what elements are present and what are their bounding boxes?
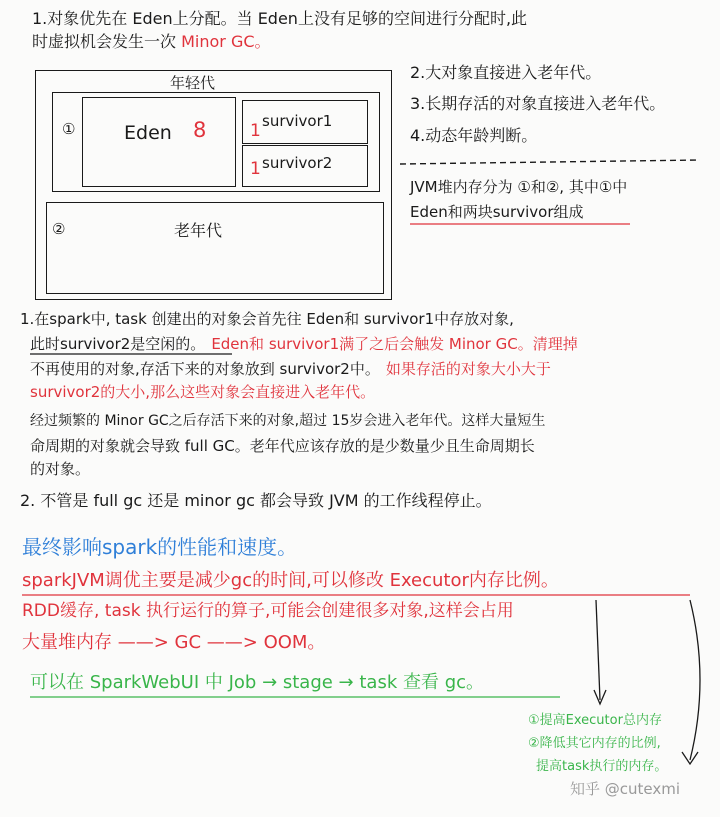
right-summary-2: Eden和两块survivor组成 <box>410 203 584 221</box>
green-note-3: 提高task执行的内存。 <box>536 759 668 774</box>
red-block-line-2: RDD缓存, task 执行运行的算子,可能会创建很多对象,这样会占用 <box>22 601 514 621</box>
young-gen-label: 年轻代 <box>170 74 216 92</box>
section1-line-2-black: 此时survivor2是空闲的。 <box>30 335 206 353</box>
survivor1-ratio: 1 <box>250 121 261 141</box>
green-webui-line: 可以在 SparkWebUI 中 Job → stage → task 查看 gc。 <box>30 672 485 693</box>
section1-line-6: 命周期的对象就会导致 full GC。老年代应该存放的是少数量少且生命周期长 <box>30 437 535 455</box>
section1-line-1: 1.在spark中, task 创建出的对象会首先往 Eden和 survivor1中存放对象, <box>20 310 514 328</box>
arrow-to-notes-2 <box>690 600 700 760</box>
dashed-divider <box>400 160 700 164</box>
section1-line-3-black: 不再使用的对象,存活下来的对象放到 survivor2中。 <box>30 360 380 378</box>
section1-line-5: 经过频繁的 Minor GC之后存活下来的对象,超过 15岁会进入老年代。这样大量短生 <box>30 413 546 429</box>
green-note-2: ②降低其它内存的比例, <box>528 736 661 751</box>
section1-line-4: survivor2的大小,那么这些对象会直接进入老年代。 <box>30 383 376 401</box>
intro-line-1: 1.对象优先在 Eden上分配。当 Eden上没有足够的空间进行分配时,此 <box>32 9 528 28</box>
right-item-2: 2.大对象直接进入老年代。 <box>410 63 602 82</box>
survivor2-ratio: 1 <box>250 159 261 179</box>
section1-line-2-red: Eden和 survivor1满了之后会触发 Minor GC。清理掉 <box>211 335 578 353</box>
blue-conclusion: 最终影响spark的性能和速度。 <box>22 535 298 559</box>
intro-minor-gc: Minor GC。 <box>181 32 271 51</box>
right-summary-1: JVM堆内存分为 ①和②, 其中①中 <box>410 178 628 196</box>
eden-label: Eden <box>124 122 172 144</box>
arrow-to-notes-1 <box>596 600 600 700</box>
right-item-3: 3.长期存活的对象直接进入老年代。 <box>410 94 666 113</box>
red-block-line-3: 大量堆内存 ——> GC ——> OOM。 <box>22 632 326 653</box>
circle-2-label: ② <box>52 220 66 238</box>
survivor2-label: survivor2 <box>262 154 333 172</box>
section1-line-8: 2. 不管是 full gc 还是 minor gc 都会导致 JVM 的工作线程停止。 <box>20 491 492 510</box>
right-item-4: 4.动态年龄判断。 <box>410 126 538 145</box>
green-note-1: ①提高Executor总内存 <box>528 713 662 728</box>
eden-ratio: 8 <box>193 118 207 142</box>
old-gen-label: 老年代 <box>174 221 223 240</box>
watermark: 知乎 @cutexmi <box>570 780 681 798</box>
circle-1-label: ① <box>62 120 76 138</box>
section1-line-7: 的对象。 <box>30 460 91 478</box>
red-block-line-1: sparkJVM调优主要是减少gc的时间,可以修改 Executor内存比例。 <box>22 570 559 591</box>
intro-line-2-text: 时虚拟机会发生一次 <box>32 32 182 51</box>
survivor1-label: survivor1 <box>262 112 333 130</box>
section1-line-3-red: 如果存活的对象大小大于 <box>385 360 551 378</box>
